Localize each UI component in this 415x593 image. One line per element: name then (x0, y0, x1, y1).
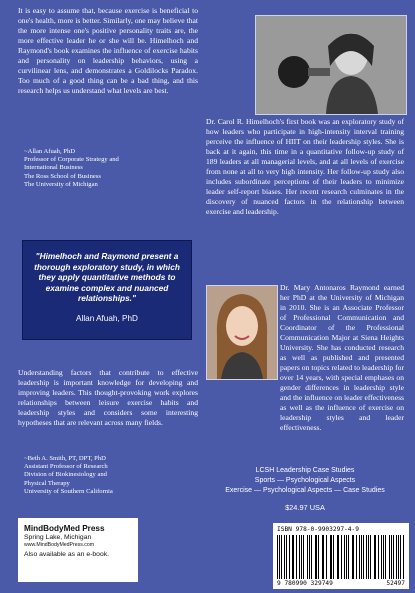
publisher-website: www.MindBodyMedPress.com (24, 542, 95, 548)
barcode-bar (385, 535, 386, 579)
barcode-bar (303, 535, 304, 579)
barcode-bars (277, 535, 405, 579)
barcode-number: 9 780990 329749 (277, 580, 333, 587)
barcode-bar (286, 535, 287, 579)
barcode-bar (299, 535, 300, 579)
barcode-bar (353, 535, 354, 579)
price-code: 52497 (386, 580, 405, 587)
isbn-label: ISBN 978-0-9903297-4-9 (277, 526, 359, 533)
barcode-bar (378, 535, 379, 579)
barcode-bar (366, 535, 367, 579)
intro-paragraph: It is easy to assume that, because exercise is beneficial to one's health, more is better. Similarly, one may believe that the more intense one's positive personality traits are, the more effective leader he or she will be. Himelhoch and Raymond's book examines the influence of exercise habits and personality on leadership behaviors, using a curvilinear lens, and demonstrates a Goldilocks Paradox. Too much of a good thing can be a bad thing, and this research helps us understand what levels are best. (18, 6, 198, 96)
ebook-note: Also available as an e-book. (24, 551, 110, 558)
subject-line: LCSH Leadership Case Studies (255, 467, 355, 474)
author-1-bio: Dr. Carol R. Himelhoch's first book was an exploratory study of how leaders who participate in high-intensity interval training perceive the influence of HIIT on their leadership styles. She is back at it again, this time in a quantitative follow-up study of 189 leaders at all managerial levels, and at all levels of exercise from none at all to very high intensity. Her follow-up study also includes subordinate perceptions of their leaders to minimize leader self-report biases. Her recent research culminates in the discovery of nuanced factors in the relationship between exercise and leadership. (206, 117, 404, 217)
barcode-bar (311, 535, 312, 579)
barcode-bar (318, 535, 319, 579)
barcode-bar (296, 535, 297, 579)
endorser-1-name: ~Allan Afuah, PhD (24, 148, 76, 155)
pull-quote-text: "Himelhoch and Raymond present a thorough exploratory study, in which they apply quantitative methods to examine complex and nuanced relationships." (34, 251, 180, 304)
author-1-photo-art (256, 16, 406, 114)
endorser-1-line: International Business (24, 164, 83, 172)
author-photo-himelhoch (255, 15, 407, 115)
endorser-2-line: Division of Biokinesiology and (24, 471, 107, 479)
second-paragraph: Understanding factors that contribute to effective leadership is important knowledge for developing and improving leaders. This thought-provoking work explores relationships between leisure exercise habits and leadership styles and considers some interesting hypotheses that are relevant across many fields. (18, 368, 198, 428)
endorser-1-line: The Ross School of Business (24, 172, 101, 180)
endorser-1-line: The University of Michigan (24, 180, 98, 188)
endorser-2-line: Physical Therapy (24, 479, 70, 487)
barcode-bar (284, 535, 285, 579)
subject-headings (206, 466, 404, 496)
author-2-bio-top (280, 283, 404, 433)
author-2-photo-art (207, 286, 277, 379)
publisher-box (18, 518, 138, 582)
endorser-2-line: Assistant Professor of Research (24, 463, 108, 471)
barcode-bar (370, 535, 371, 579)
pull-quote-author: Allan Afuah, PhD (76, 314, 138, 324)
endorser-2-name: ~Beth A. Smith, PT, DPT, PhD (24, 455, 106, 462)
author-photo-raymond (206, 285, 278, 380)
endorsement-2 (24, 455, 194, 496)
publisher-name: MindBodyMed Press (24, 524, 105, 533)
barcode-bar (326, 535, 327, 579)
isbn-barcode (273, 523, 409, 589)
barcode-bar (344, 535, 345, 579)
barcode-bar (277, 535, 278, 579)
barcode-bar (389, 535, 390, 579)
subject-line: Sports — Psychological Aspects (254, 477, 356, 485)
barcode-bar (403, 535, 404, 579)
barcode-bar (322, 535, 323, 579)
price: $24.97 USA (285, 503, 325, 512)
barcode-bar (396, 535, 397, 579)
endorser-1-line: Professor of Corporate Strategy and (24, 156, 119, 164)
author-2-bio: Dr. Mary Antonaros Raymond earned her PhD at the University of Michigan in 2010. She is an Associate Professor of Professional Communication and Coordinator of the Professional Communication Major at Siena Heights University. She has conducted research as well as published and presented papers on topics related to leadership for over 14 years, with special emphases on gender differences in leadership style and the influence on leader effectiveness as well as the influence of exercise on leadership styles and leader effectiveness. (280, 283, 404, 433)
subject-line: Exercise — Psychological Aspects — Case Studies (225, 487, 385, 495)
barcode-bar (346, 535, 347, 579)
pull-quote-box (22, 240, 192, 340)
barcode-bar (359, 535, 360, 579)
publisher-city: Spring Lake, Michigan (24, 534, 92, 541)
barcode-bar (333, 535, 334, 579)
endorsement-1 (24, 148, 194, 189)
endorser-2-line: University of Southern California (24, 487, 113, 495)
